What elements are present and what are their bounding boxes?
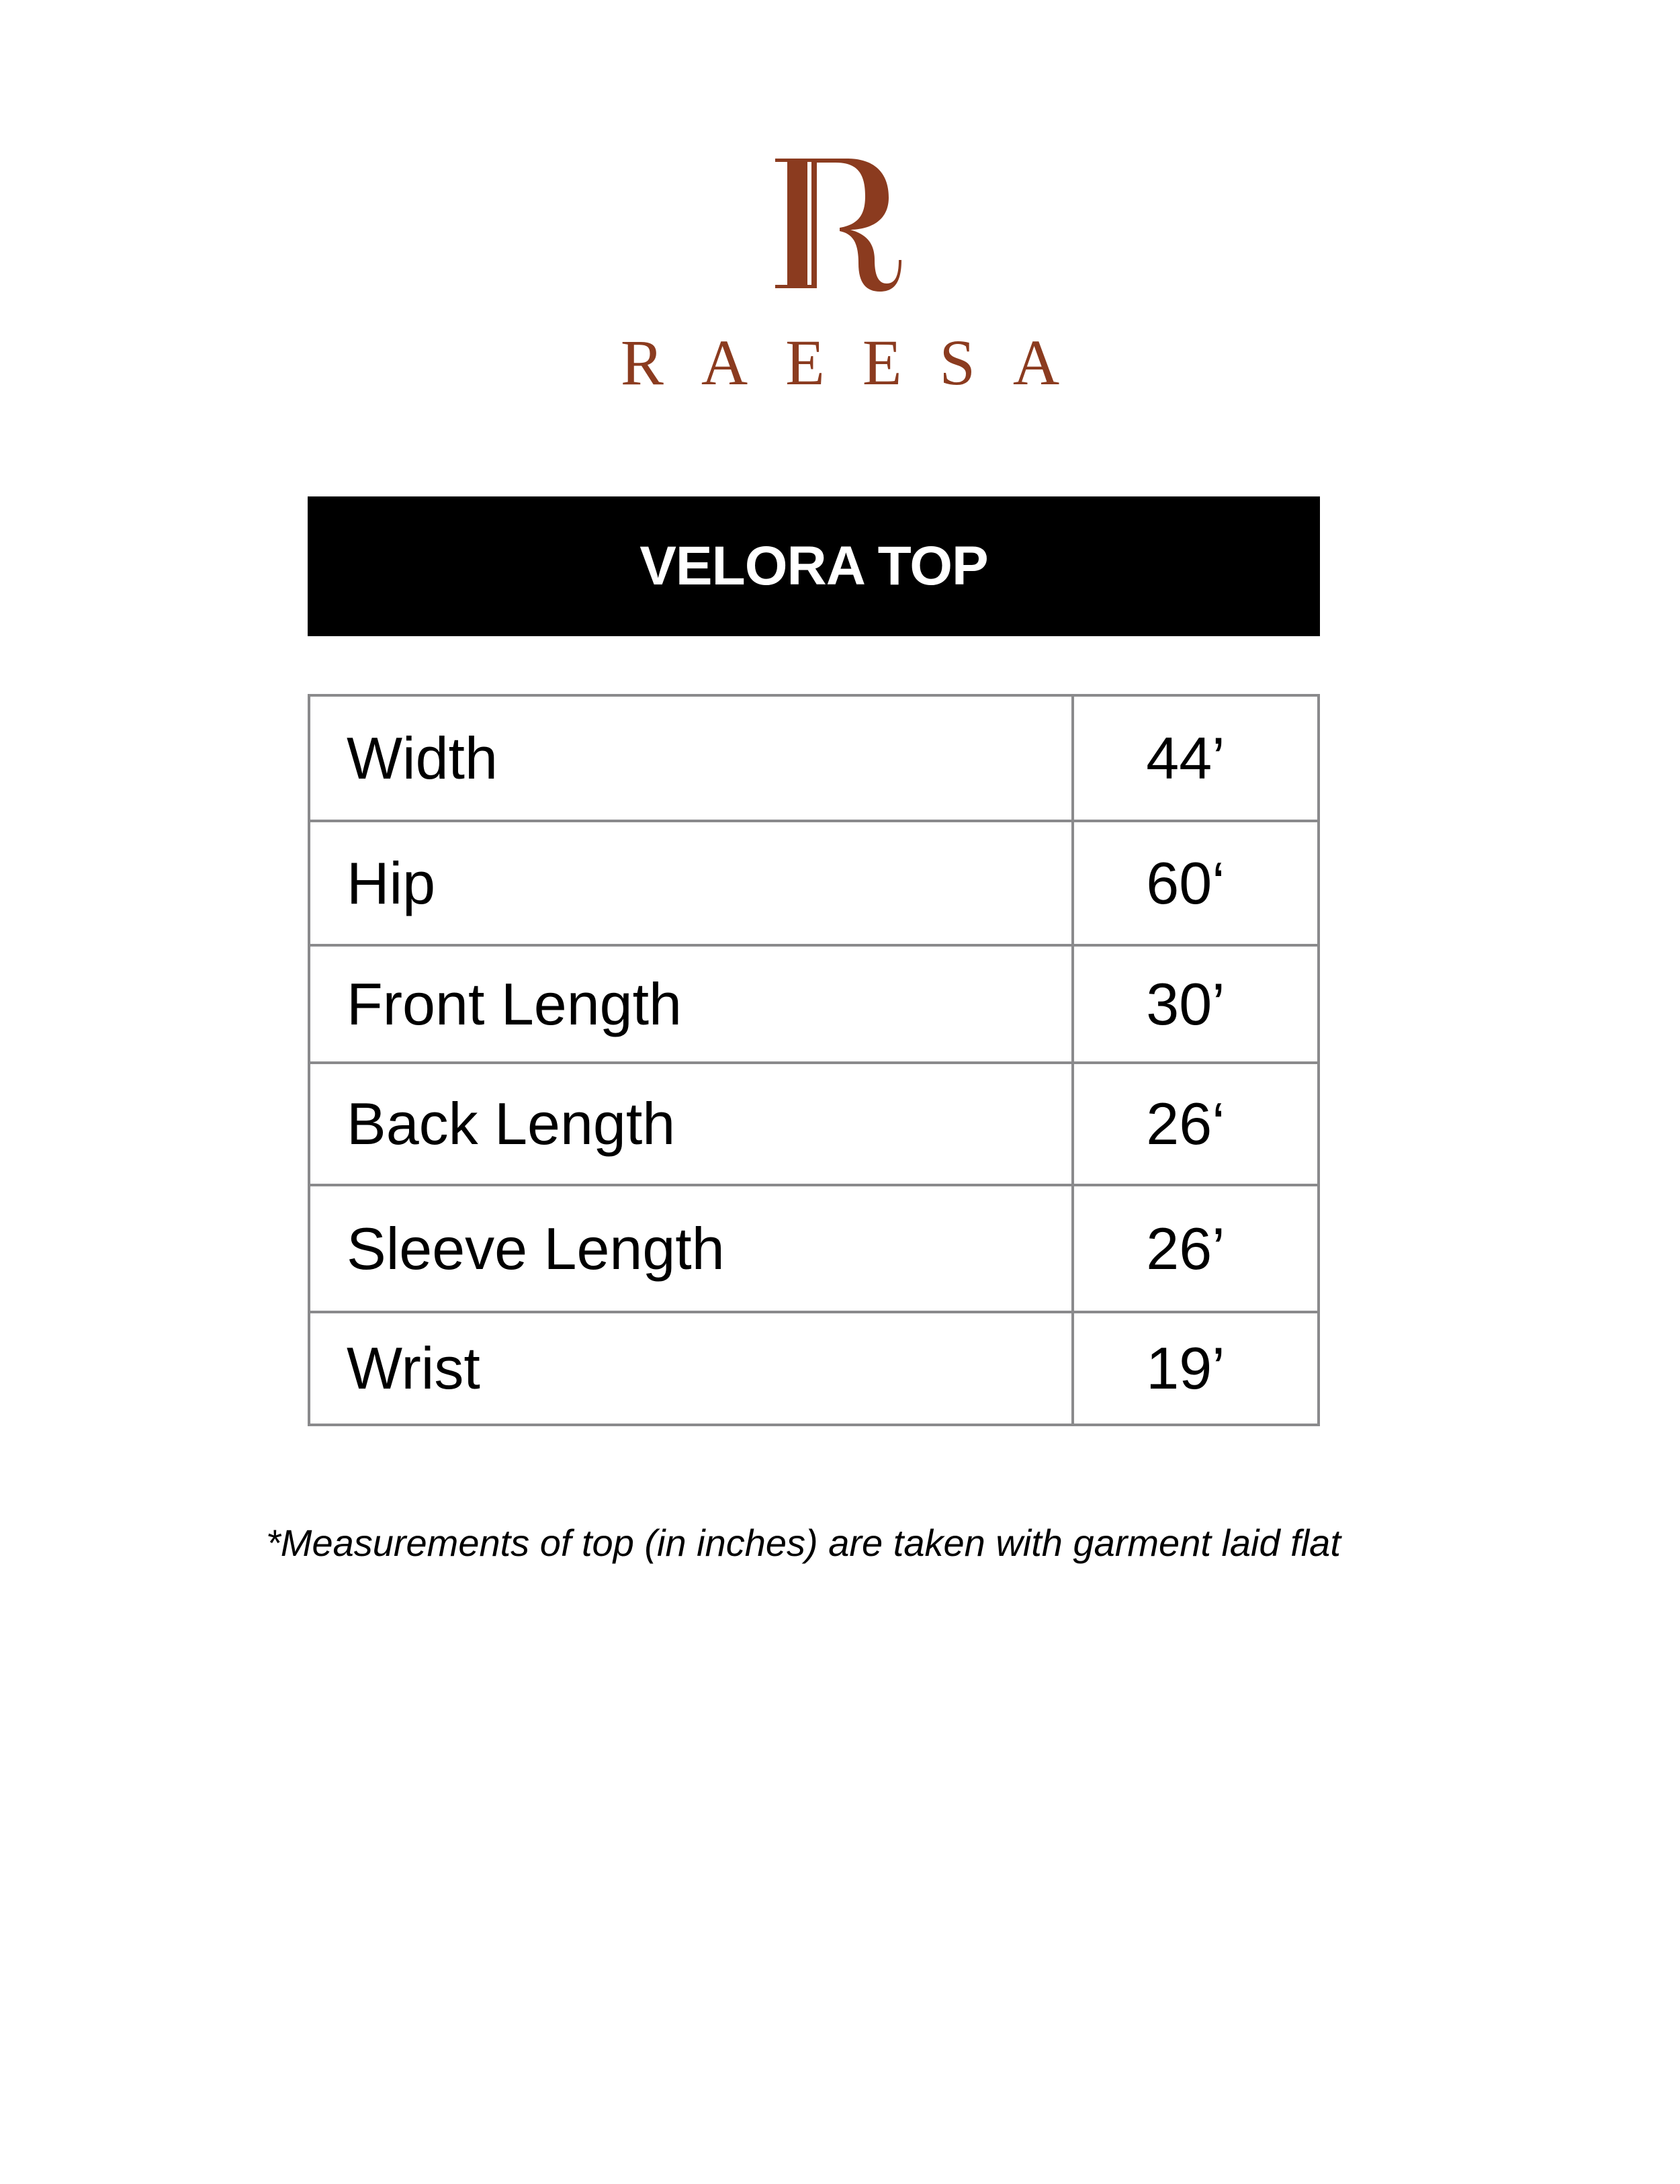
measurements-table: [308, 694, 1320, 1426]
measurement-label: Front Length: [309, 945, 1073, 1063]
monogram-r-icon: [766, 149, 907, 297]
product-title-bar: [308, 496, 1320, 636]
measurement-value: 19’: [1073, 1312, 1319, 1425]
product-title: VELORA TOP: [639, 535, 988, 597]
measurement-value: 44’: [1073, 695, 1319, 821]
measurement-value: 60‘: [1073, 821, 1319, 945]
measurement-label: Hip: [309, 821, 1073, 945]
table-row: [309, 945, 1319, 1063]
measurement-label: Wrist: [309, 1312, 1073, 1425]
table-row: [309, 1063, 1319, 1185]
table-row: [309, 695, 1319, 821]
measurement-label: Sleeve Length: [309, 1185, 1073, 1312]
brand-wordmark: RAEESA: [620, 326, 1098, 398]
table-row: [309, 1185, 1319, 1312]
measurement-value: 26’: [1073, 1185, 1319, 1312]
table-row: [309, 1312, 1319, 1425]
measurement-label: Width: [309, 695, 1073, 821]
table-row: [309, 821, 1319, 945]
measurement-value: 30’: [1073, 945, 1319, 1063]
brand-monogram-logo: [766, 149, 907, 297]
measurement-value: 26‘: [1073, 1063, 1319, 1185]
measurement-footnote: *Measurements of top (in inches) are taken with garment laid flat: [266, 1522, 1341, 1564]
measurement-label: Back Length: [309, 1063, 1073, 1185]
